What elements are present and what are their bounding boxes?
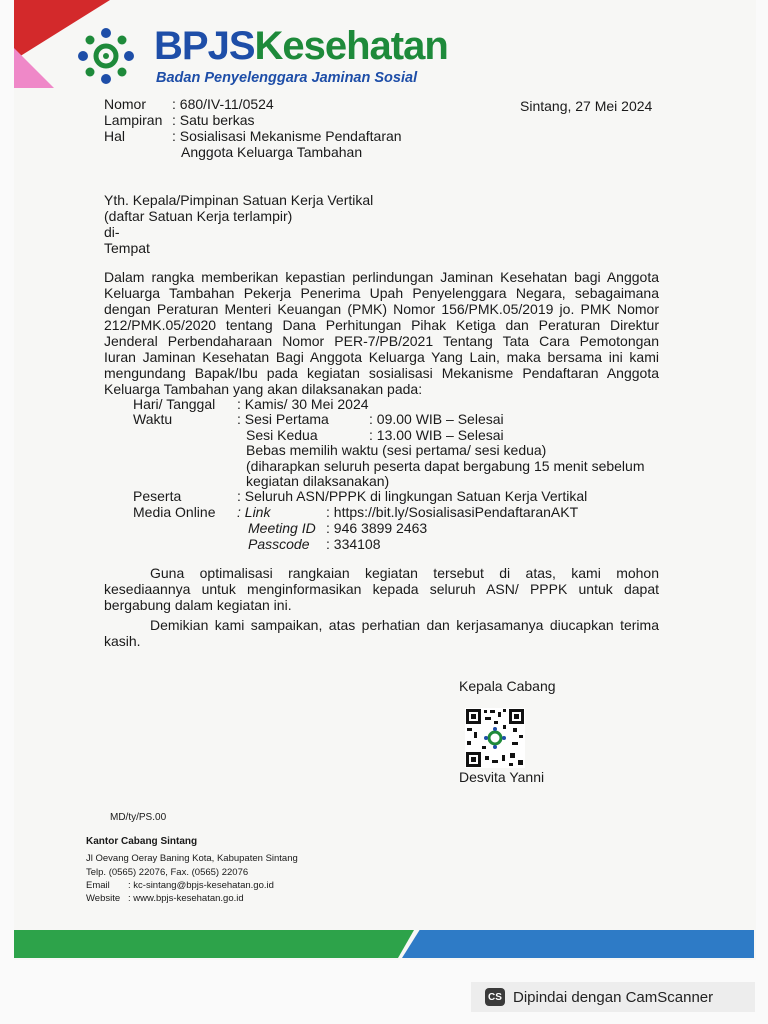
sesi2-label: Sesi Kedua [246,427,318,443]
body-line: dengan Peraturan Menteri Keuangan (PMK) Nomor 156/PMK.05/2019 jo. PMK Nomor [104,301,659,317]
footer-bar-green [14,930,414,958]
bpjs-logo-icon [76,26,136,86]
signature-title: Kepala Cabang [459,678,556,694]
signature-name: Desvita Yanni [459,769,545,785]
office-address: Jl Oevang Oeray Baning Kota, Kabupaten Sintang [86,853,298,864]
corner-decoration-pink [14,48,54,88]
sesi2-value: : 13.00 WIB – Selesai [369,427,504,443]
hal-value-line1: : Sosialisasi Mekanisme Pendaftaran [172,128,402,144]
nomor-label: Nomor [104,96,147,112]
body-line: Iuran Jaminan Kesehatan Bagi Anggota Keluarga Yang Lain, maka bersama ini kami [104,349,659,365]
body-line: Jenderal Perbendaharaan Nomor PER-7/PB/2021 Tentang Tata Cara Pemotongan [104,333,659,349]
closing-line: Demikian kami sampaikan, atas perhatian dan kerjasamanya diucapkan terima [150,617,659,633]
office-phone: Telp. (0565) 22076, Fax. (0565) 22076 [86,867,249,878]
closing-line: bergabung dalam kegiatan ini. [104,597,292,613]
camscanner-watermark [471,982,755,1012]
recipient-line3: di- [104,224,120,240]
website-label: Website [86,893,121,904]
brand-name-part1: BPJS [154,24,255,68]
recipient-line1: Yth. Kepala/Pimpinan Satuan Kerja Vertikal [104,192,374,208]
hari-value: : Kamis/ 30 Mei 2024 [237,396,369,412]
passcode-label: Passcode [248,536,310,552]
peserta-label: Peserta [133,488,182,504]
closing-line: kesediaannya untuk menginformasikan kepada seluruh ASN/ PPPK untuk dapat [104,581,659,597]
waktu-note1: Bebas memilih waktu (sesi pertama/ sesi kedua) [246,442,547,458]
qr-code-icon [465,708,525,768]
peserta-value: : Seluruh ASN/PPPK di lingkungan Satuan Kerja Vertikal [237,488,588,504]
waktu-label: Waktu [133,411,173,427]
lampiran-label: Lampiran [104,112,163,128]
place-date: Sintang, 27 Mei 2024 [520,98,653,114]
hal-value-line2: Anggota Keluarga Tambahan [181,144,363,160]
meeting-id-value: : 946 3899 2463 [326,520,428,536]
media-label: Media Online [133,504,216,520]
passcode-value: : 334108 [326,536,381,552]
closing-paragraph-2 [104,617,659,649]
camscanner-icon: CS [485,988,505,1006]
meeting-id-label: Meeting ID [248,520,316,536]
link-value: : https://bit.ly/SosialisasiPendaftaranAKT [326,504,579,520]
closing-line: Guna optimalisasi rangkaian kegiatan tersebut di atas, kami mohon [150,565,659,581]
recipient-line2: (daftar Satuan Kerja terlampir) [104,208,293,224]
body-line: 212/PMK.05/2020 tentang Dana Perhitungan Pihak Ketiga dan Peraturan Direktur [104,317,659,333]
sesi1-value: : 09.00 WIB – Selesai [369,411,504,427]
body-line: Keluarga Tambahan Pekerja Penerima Upah Penyelenggara Negara, sebagaimana [104,285,659,301]
email-value: : kc-sintang@bpjs-kesehatan.go.id [128,880,274,891]
body-line: Keluarga Tambahan yang akan dilaksanakan pada: [104,381,423,397]
closing-paragraph-1 [104,565,659,613]
hal-label: Hal [104,128,126,144]
waktu-note3: kegiatan dilaksanakan) [246,473,390,489]
recipient-line4: Tempat [104,240,150,256]
hari-label: Hari/ Tanggal [133,396,216,412]
nomor-value: : 680/IV-11/0524 [172,96,274,112]
website-value: : www.bpjs-kesehatan.go.id [128,893,244,904]
office-name: Kantor Cabang Sintang [86,836,198,847]
document-code: MD/ty/PS.00 [110,812,167,823]
body-line: mengundang Bapak/Ibu pada kegiatan sosialisasi Mekanisme Pendaftaran Anggota [104,365,659,381]
sesi1-label: : Sesi Pertama [237,411,329,427]
brand-name-part2: Kesehatan [254,24,448,68]
link-label: : Link [237,504,271,520]
waktu-note2: (diharapkan seluruh peserta dapat bergabung 15 menit sebelum [246,458,645,474]
closing-line: kasih. [104,633,141,649]
body-paragraph [104,269,659,397]
email-label: Email [86,880,110,891]
body-line: Dalam rangka memberikan kepastian perlindungan Jaminan Kesehatan bagi Anggota [104,269,659,285]
lampiran-value: : Satu berkas [172,112,255,128]
camscanner-label: Dipindai dengan CamScanner [513,988,714,1006]
brand-name [154,24,448,69]
brand-subtitle: Badan Penyelenggara Jaminan Sosial [156,70,418,86]
footer-bar-blue [402,930,754,958]
